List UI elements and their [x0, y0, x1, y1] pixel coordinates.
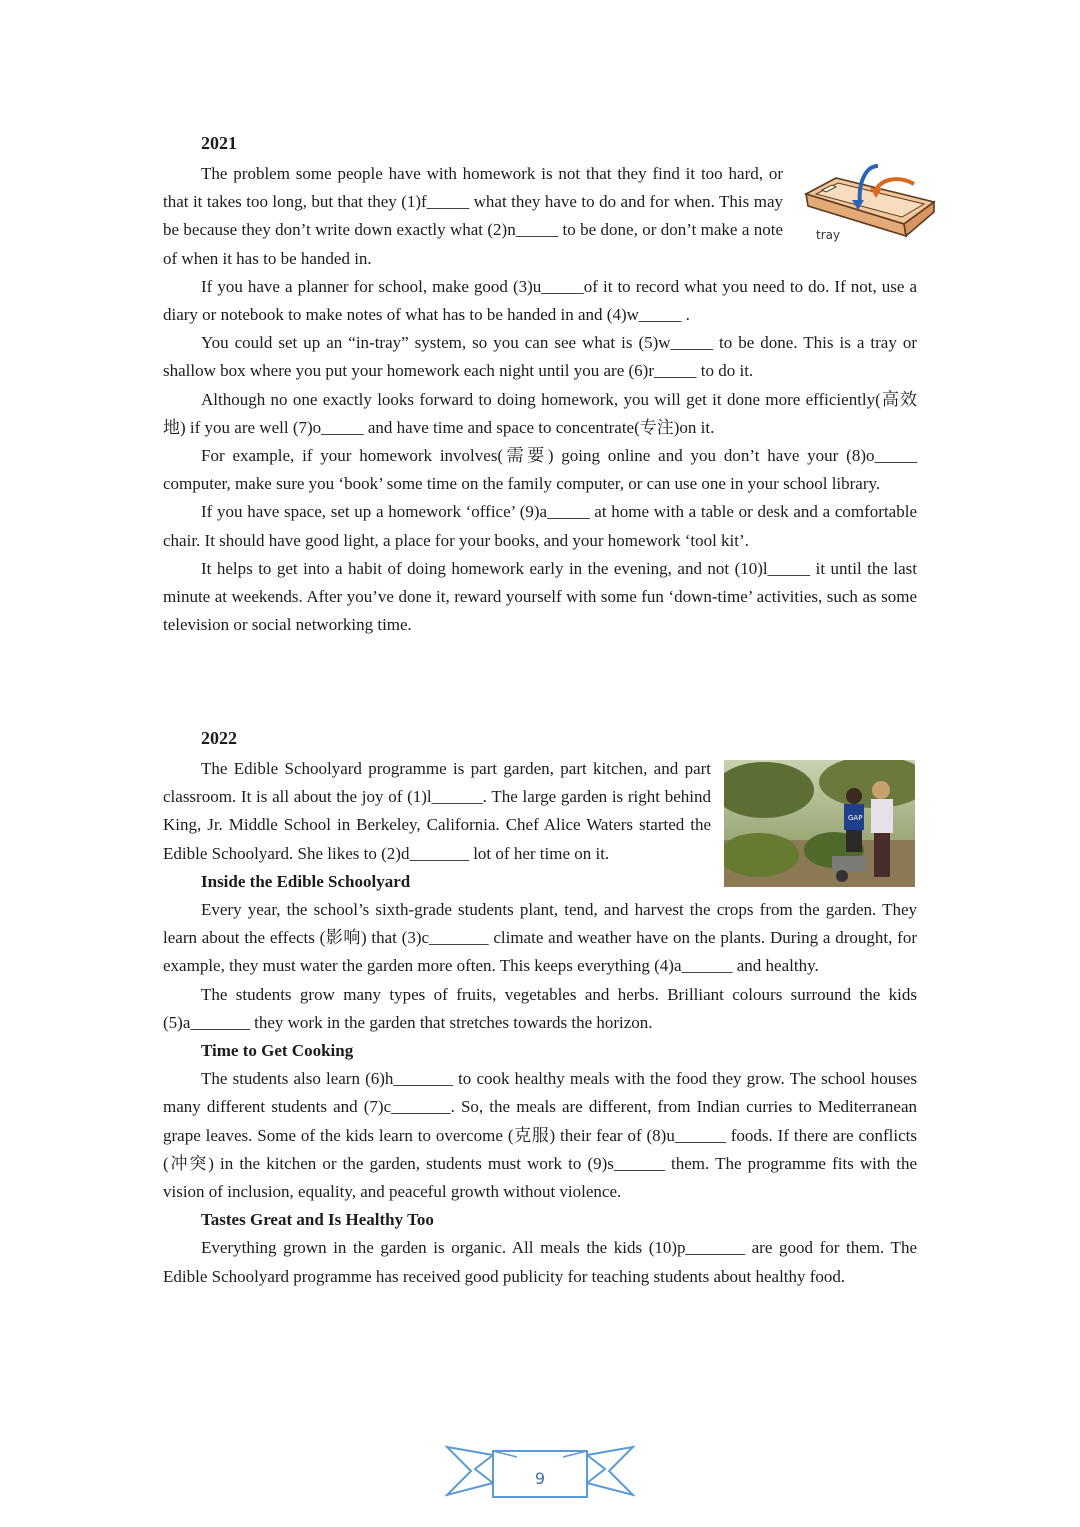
page-number-ribbon	[445, 1443, 635, 1499]
tray-illustration	[800, 160, 940, 244]
paragraph-2021-5: For example, if your homework involves(需要) going online and you don’t have your (8)o_____ computer, make sure you ‘book’ some time on the family computer, or can use one in your school library.	[163, 446, 917, 494]
year-2021-heading: 2021	[201, 133, 237, 153]
paragraph-2021-3: You could set up an “in-tray” system, so you can see what is (5)w_____ to be done. This is a tray or shallow box where you put your homework each night until you are (6)r_____ to do it.	[163, 333, 917, 381]
paragraph-2021-2: If you have a planner for school, make good (3)u_____of it to record what you need to do. If not, use a diary or notebook to make notes of what has to be handed in and (4)w_____ .	[163, 276, 917, 325]
heading-inside-schoolyard: Inside the Edible Schoolyard	[201, 871, 411, 891]
page-number: 9	[534, 1469, 546, 1488]
photo-shirt-text: GAP	[848, 814, 863, 822]
paragraph-2021-6: If you have space, set up a homework ‘office’ (9)a_____ at home with a table or desk and a comfortable chair. It should have good light, a place for your books, and your homework ‘tool kit’.	[163, 502, 917, 550]
paragraph-2021-1: The problem some people have with homework is not that they find it too hard, or that it takes too long, but that they (1)f_____ what they have to do and for when. This may be because they don’t write down exactly what (2)n_____ to be done, or don’t make a note of when it has to be handed in.	[163, 164, 783, 268]
paragraph-2021-7: It helps to get into a habit of doing homework early in the evening, and not (10)l_____ it until the last minute at weekends. After you’ve done it, reward yourself with some fun ‘down-time’ activities, such as some television or social networking time.	[163, 558, 917, 635]
paragraph-2022-2: The students grow many types of fruits, vegetables and herbs. Brilliant colours surround the kids (5)a_______ they work in the garden that stretches towards the horizon.	[163, 984, 917, 1032]
year-2022-heading: 2022	[201, 728, 237, 748]
paragraph-2022-3: The students also learn (6)h_______ to cook healthy meals with the food they grow. The school houses many different students and (7)c_______. So, the meals are different, from Indian curries to Mediterranean grape leaves. Some of the kids learn to overcome (克服) their fear of (8)u______ foods. If there are conflicts (冲突) in the kitchen or the garden, students must work to (9)s______ them. The programme fits with the vision of inclusion, equality, and peaceful growth without violence.	[163, 1069, 917, 1202]
heading-tastes-great: Tastes Great and Is Healthy Too	[201, 1210, 434, 1230]
paragraph-2022-1: Every year, the school’s sixth-grade students plant, tend, and harvest the crops from the garden. They learn about the effects (影响) that (3)c_______ climate and weather have on the plants. During a drought, for example, they must water the garden more often. This keeps everything (4)a______ and healthy.	[163, 900, 917, 976]
tray-label: tray	[816, 228, 841, 242]
paragraph-2022-4: Everything grown in the garden is organic. All meals the kids (10)p_______ are good for them. The Edible Schoolyard programme has received good publicity for teaching students about healthy food.	[163, 1238, 917, 1286]
heading-time-to-cook: Time to Get Cooking	[201, 1041, 354, 1061]
intro-paragraph: The Edible Schoolyard programme is part garden, part kitchen, and part classroom. It is all about the joy of (1)l______. The large garden is right behind King, Jr. Middle School in Berkeley, California. Chef Alice Waters started the Edible Schoolyard. She likes to (2)d_______ lot of her time on it.	[163, 759, 711, 863]
paragraph-2021-4: Although no one exactly looks forward to doing homework, you will get it done more efficiently(高效地) if you are well (7)o_____ and have time and space to concentrate(专注)on it.	[163, 389, 917, 437]
garden-photo	[724, 760, 915, 887]
